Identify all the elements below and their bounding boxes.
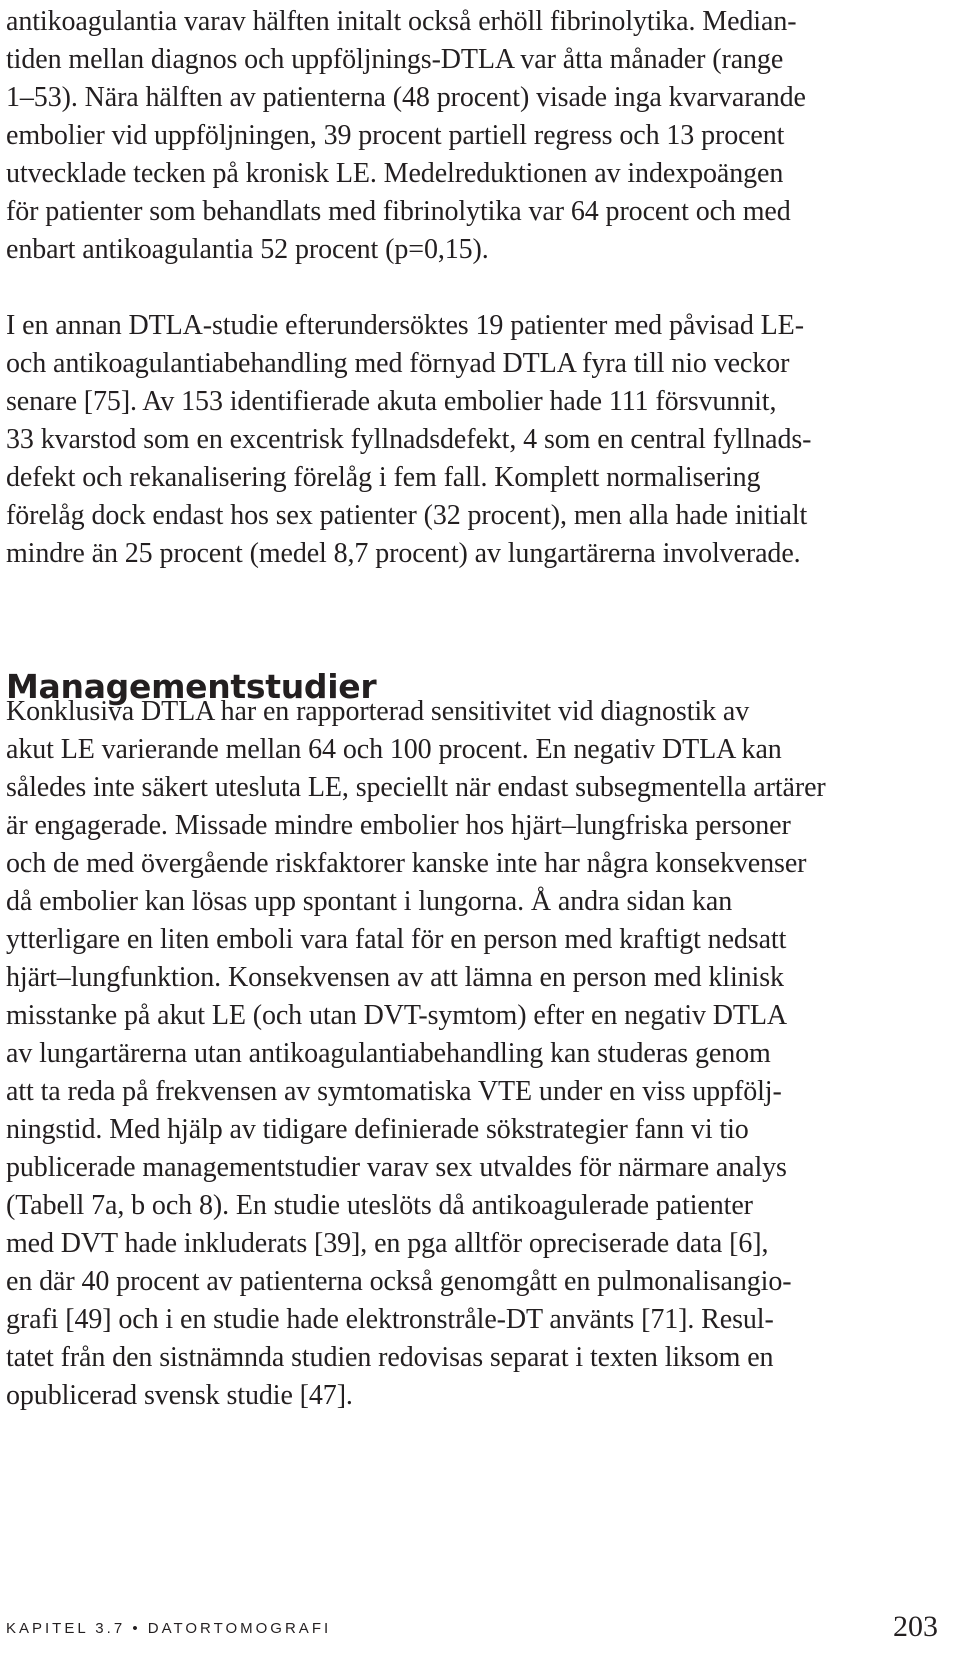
text-line: då embolier kan lösas upp spontant i lungorna. Å andra sidan kan xyxy=(6,886,733,917)
text-line: är engagerade. Missade mindre embolier hos hjärt–lungfriska personer xyxy=(6,810,791,841)
text-line: misstanke på akut LE (och utan DVT-symtom) efter en negativ DTLA xyxy=(6,1000,788,1031)
text-line: av lungartärerna utan antikoagulantiabehandling kan studeras genom xyxy=(6,1038,771,1069)
text-line: I en annan DTLA-studie efterundersöktes 19 patienter med påvisad LE- xyxy=(6,310,804,341)
text-line: utvecklade tecken på kronisk LE. Medelreduktionen av indexpoängen xyxy=(6,158,784,189)
running-head: KAPITEL 3.7 • DATORTOMOGRAFI xyxy=(6,1620,332,1637)
text-line: embolier vid uppföljningen, 39 procent partiell regress och 13 procent xyxy=(6,120,785,151)
page-number: 203 xyxy=(893,1610,938,1643)
text-line: mindre än 25 procent (medel 8,7 procent) av lungartärerna involverade. xyxy=(6,538,801,569)
text-line: ytterligare en liten emboli vara fatal för en person med kraftigt nedsatt xyxy=(6,924,787,955)
text-line: för patienter som behandlats med fibrinolytika var 64 procent och med xyxy=(6,196,791,227)
text-line: förelåg dock endast hos sex patienter (32 procent), men alla hade initialt xyxy=(6,500,808,531)
text-line: således inte säkert utesluta LE, speciellt när endast subsegmentella artärer xyxy=(6,772,826,803)
paragraph-dtla-restudy xyxy=(6,307,936,573)
text-line: ningstid. Med hjälp av tidigare definierade sökstrategier fann vi tio xyxy=(6,1114,749,1145)
text-line: 33 kvarstod som en excentrisk fyllnadsdefekt, 4 som en central fyllnads- xyxy=(6,424,812,455)
text-line: opublicerad svensk studie [47]. xyxy=(6,1380,353,1411)
text-line: antikoagulantia varav hälften initalt också erhöll fibrinolytika. Median- xyxy=(6,6,797,37)
text-line: senare [75]. Av 153 identifierade akuta embolier hade 111 försvunnit, xyxy=(6,386,777,417)
text-line: enbart antikoagulantia 52 procent (p=0,15). xyxy=(6,234,489,265)
text-line: (Tabell 7a, b och 8). En studie uteslöts då antikoagulerade patienter xyxy=(6,1190,753,1221)
text-line: defekt och rekanalisering förelåg i fem fall. Komplett normalisering xyxy=(6,462,761,493)
text-line: och antikoagulantiabehandling med förnyad DTLA fyra till nio veckor xyxy=(6,348,790,379)
text-line: publicerade managementstudier varav sex utvaldes för närmare analys xyxy=(6,1152,787,1183)
page-footer xyxy=(0,1610,960,1650)
text-line: en där 40 procent av patienterna också genomgått en pulmonalisangio- xyxy=(6,1266,792,1297)
text-line: att ta reda på frekvensen av symtomatiska VTE under en viss uppfölj- xyxy=(6,1076,782,1107)
text-line: Konklusiva DTLA har en rapporterad sensitivitet vid diagnostik av xyxy=(6,696,750,727)
text-line: hjärt–lungfunktion. Konsekvensen av att lämna en person med klinisk xyxy=(6,962,784,993)
text-line: och de med övergående riskfaktorer kanske inte har några konsekvenser xyxy=(6,848,807,879)
text-line: 1–53). Nära hälften av patienterna (48 procent) visade inga kvarvarande xyxy=(6,82,806,113)
paragraph-followup-results xyxy=(6,3,936,269)
text-line: tatet från den sistnämnda studien redovisas separat i texten liksom en xyxy=(6,1342,774,1373)
section-heading: Managementstudier xyxy=(6,667,377,706)
text-line: akut LE varierande mellan 64 och 100 procent. En negativ DTLA kan xyxy=(6,734,782,765)
text-line: tiden mellan diagnos och uppföljnings-DTLA var åtta månader (range xyxy=(6,44,784,75)
text-line: grafi [49] och i en studie hade elektronstråle-DT använts [71]. Resul- xyxy=(6,1304,774,1335)
text-line: med DVT hade inkluderats [39], en pga alltför opreciserade data [6], xyxy=(6,1228,769,1259)
paragraph-management-studies xyxy=(6,693,936,1415)
